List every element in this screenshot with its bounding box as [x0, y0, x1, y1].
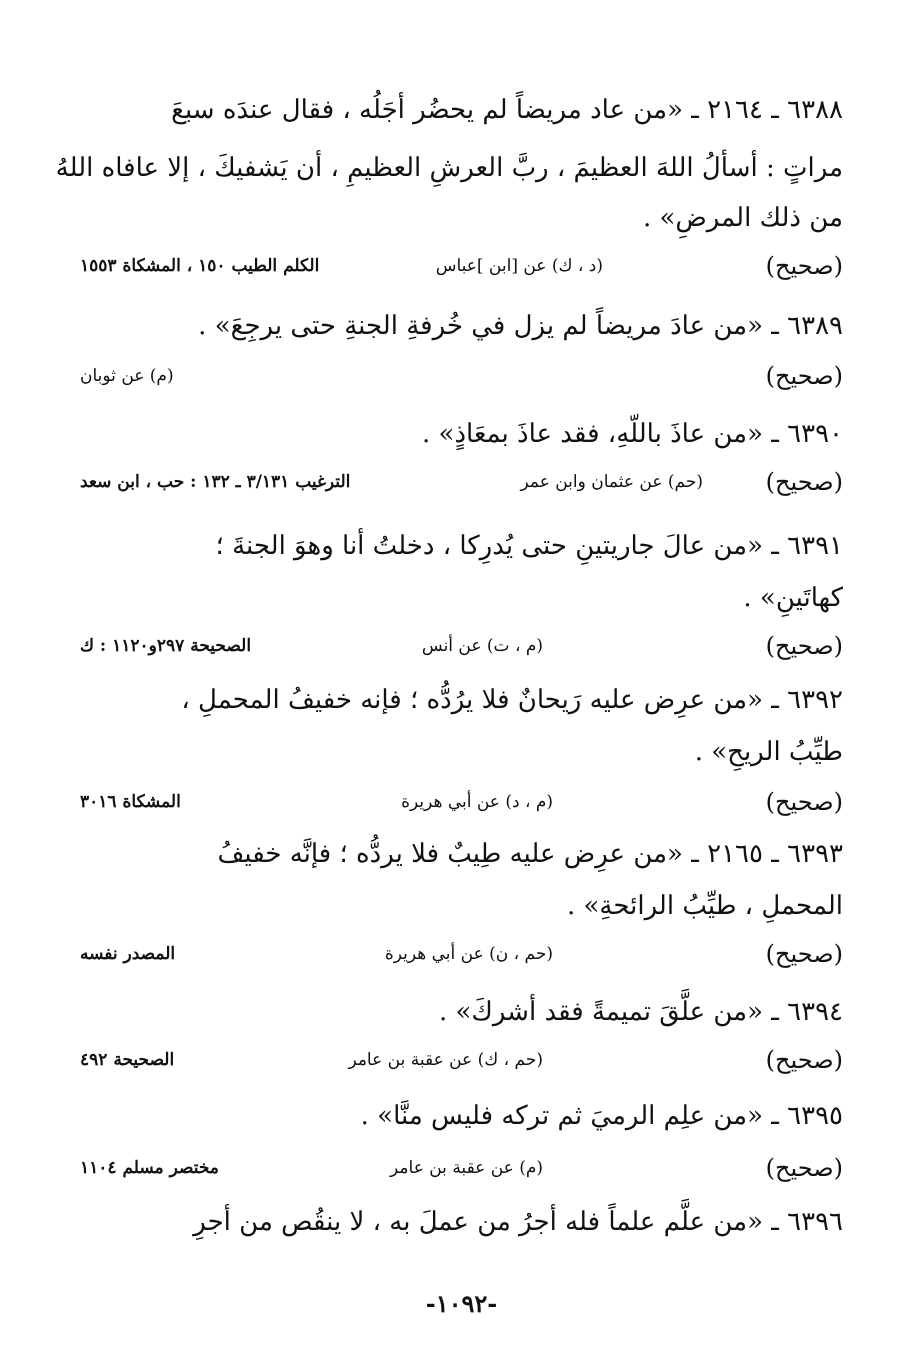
- reference: الصحيحة ٤٩٢: [80, 1050, 175, 1070]
- grade-label: (صحيح): [765, 632, 843, 660]
- hadith-line: ٦٣٨٩ ـ «من عادَ مريضاً لم يزل في خُرفةِ الجنةِ حتى يرجِعَ» .: [198, 311, 843, 341]
- hadith-line: طيِّبُ الريحِ» .: [694, 737, 843, 767]
- hadith-line: ٦٣٩٥ ـ «من علِم الرميَ ثم تركه فليس منَّا» .: [360, 1101, 843, 1131]
- reference: الترغيب ٣/١٣١ ـ ١٣٢ : حب ، ابن سعد: [80, 472, 351, 492]
- hadith-line: ٦٣٩٠ ـ «من عاذَ باللّهِ، فقد عاذَ بمعَاذٍ» .: [422, 419, 843, 449]
- hadith-meta: [80, 462, 843, 502]
- grade-label: (صحيح): [765, 468, 843, 496]
- reference: الكلم الطيب ١٥٠ ، المشكاة ١٥٥٣: [80, 256, 320, 276]
- source-attribution: (د ، ك) عن [ابن ]عباس: [435, 256, 603, 276]
- page-number: -١٠٩٢-: [425, 1289, 498, 1318]
- hadith-line: ٦٣٩٤ ـ «من علَّقَ تميمةً فقد أشركَ» .: [438, 997, 843, 1027]
- hadith-meta: [80, 1148, 843, 1188]
- reference: المصدر نفسه: [80, 944, 176, 964]
- source-attribution: (حم ، ك) عن عقبة بن عامر: [348, 1050, 543, 1070]
- hadith-meta: [80, 934, 843, 974]
- hadith-line: ٦٣٩١ ـ «من عالَ جاريتينِ حتى يُدرِكا ، دخلتُ أنا وهوَ الجنةَ ؛: [215, 531, 843, 561]
- source-attribution: (م) عن عقبة بن عامر: [390, 1158, 543, 1178]
- reference: مختصر مسلم ١١٠٤: [80, 1158, 219, 1178]
- grade-label: (صحيح): [765, 252, 843, 280]
- hadith-line: ٦٣٩٣ ـ ٢١٦٥ ـ «من عرِض عليه طِيبٌ فلا يردُّه ؛ فإنَّه خفيفُ: [217, 839, 843, 869]
- hadith-meta: [80, 626, 843, 666]
- hadith-line: مراتٍ : أسألُ اللهَ العظيمَ ، ربَّ العرشِ العظيمِ ، أن يَشفيكَ ، إلا عافاه اللهُ: [55, 153, 843, 183]
- hadith-meta: [80, 246, 843, 286]
- hadith-meta: [80, 356, 843, 396]
- grade-label: (صحيح): [765, 788, 843, 816]
- hadith-line: المحملِ ، طيِّبُ الرائحةِ» .: [566, 891, 843, 921]
- grade-label: (صحيح): [765, 1154, 843, 1182]
- hadith-meta: [80, 782, 843, 822]
- hadith-line: كهاتَينِ» .: [743, 583, 843, 613]
- source-attribution: (م ، ت) عن أنس: [421, 636, 543, 656]
- source-attribution: (م) عن ثوبان: [80, 366, 174, 386]
- reference: المشكاة ٣٠١٦: [80, 792, 181, 812]
- hadith-line: ٦٣٩٦ ـ «من علَّم علماً فله أجرُ من عملَ به ، لا ينقُص من أجرِ: [193, 1207, 843, 1237]
- reference: الصحيحة ٢٩٧و١١٢٠ : ك: [80, 636, 252, 656]
- grade-label: (صحيح): [765, 1046, 843, 1074]
- hadith-line: من ذلك المرضِ» .: [642, 203, 843, 233]
- hadith-meta: [80, 1040, 843, 1080]
- hadith-line: ٦٣٨٨ ـ ٢١٦٤ ـ «من عاد مريضاً لم يحضُر أجَلُه ، فقال عندَه سبعَ: [171, 95, 843, 125]
- grade-label: (صحيح): [765, 940, 843, 968]
- source-attribution: (حم ، ن) عن أبي هريرة: [384, 944, 553, 964]
- source-attribution: (حم) عن عثمان وابن عمر: [520, 472, 703, 492]
- source-attribution: (م ، د) عن أبي هريرة: [401, 792, 553, 812]
- hadith-line: ٦٣٩٢ ـ «من عرِض عليه رَيحانٌ فلا يرُدُّه ؛ فإنه خفيفُ المحملِ ،: [181, 685, 843, 715]
- grade-label: (صحيح): [765, 362, 843, 390]
